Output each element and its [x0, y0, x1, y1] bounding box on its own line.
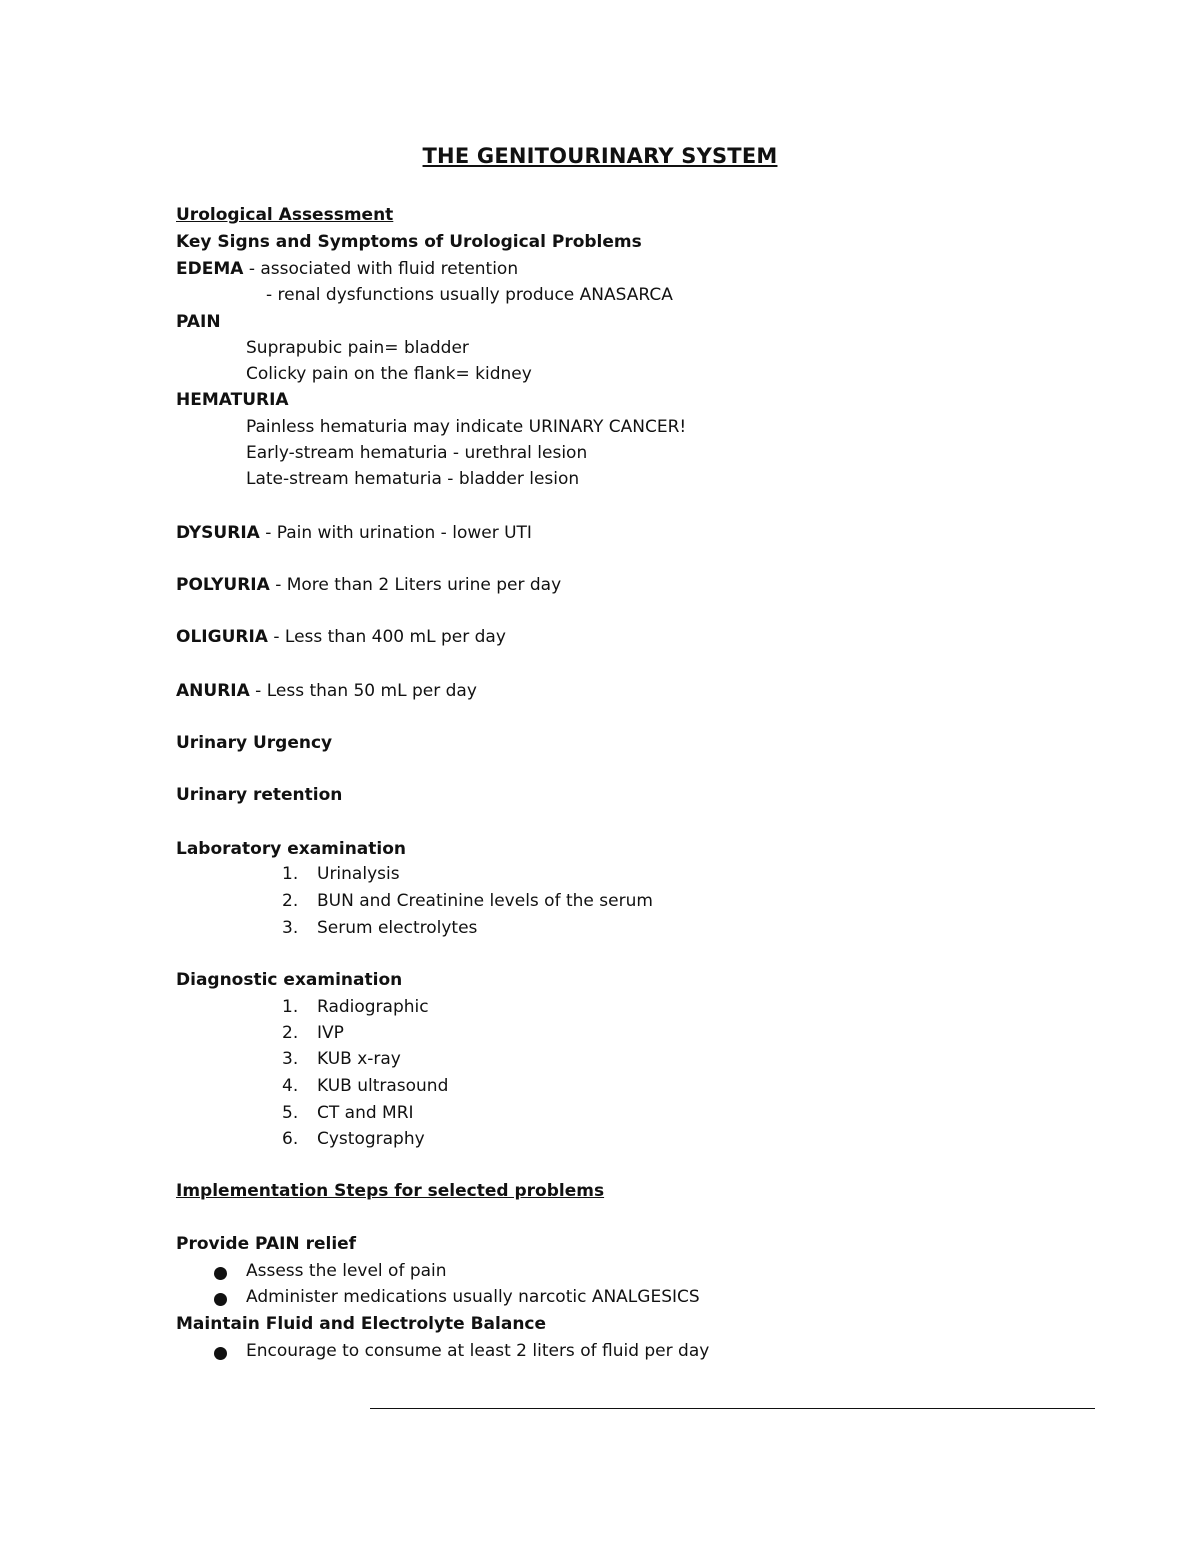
- hematuria-term: HEMATURIA: [176, 390, 289, 410]
- hematuria-item: Late-stream hematuria - bladder lesion: [246, 469, 580, 489]
- bullet-item: Administer medications usually narcotic ANALGESICS: [246, 1287, 700, 1307]
- page-title: THE GENITOURINARY SYSTEM: [422, 144, 778, 168]
- pain-item: Suprapubic pain= bladder: [246, 338, 469, 358]
- anuria-term: ANURIA: [176, 681, 250, 701]
- bullet-icon: [214, 1347, 227, 1360]
- bullet-icon: [214, 1293, 227, 1306]
- list-number: 2.: [282, 891, 299, 911]
- list-number: 1.: [282, 864, 299, 884]
- laboratory-heading: Laboratory examination: [176, 839, 407, 859]
- oliguria-term: OLIGURIA: [176, 627, 268, 647]
- polyuria-desc: - More than 2 Liters urine per day: [269, 575, 562, 595]
- dysuria-desc: - Pain with urination - lower UTI: [259, 523, 532, 543]
- list-number: 3.: [282, 1049, 299, 1069]
- bullet-icon: [214, 1267, 227, 1280]
- urinary-retention: Urinary retention: [176, 785, 343, 805]
- list-item: Cystography: [317, 1129, 425, 1149]
- dysuria-line: [176, 522, 532, 544]
- anuria-line: [176, 680, 477, 702]
- hematuria-item: Early-stream hematuria - urethral lesion: [246, 443, 588, 463]
- edema-desc: - associated with fluid retention: [243, 259, 519, 279]
- bullet-item: Assess the level of pain: [246, 1261, 447, 1281]
- list-item: BUN and Creatinine levels of the serum: [317, 891, 653, 911]
- section-heading-urological-assessment: Urological Assessment: [176, 205, 394, 225]
- polyuria-line: [176, 574, 561, 596]
- edema-term: EDEMA: [176, 259, 244, 279]
- bullet-item: Encourage to consume at least 2 liters of fluid per day: [246, 1341, 710, 1361]
- fluid-balance-heading: Maintain Fluid and Electrolyte Balance: [176, 1314, 547, 1334]
- list-item: CT and MRI: [317, 1103, 414, 1123]
- subheading-key-signs: Key Signs and Symptoms of Urological Problems: [176, 232, 642, 252]
- pain-term: PAIN: [176, 312, 221, 332]
- list-item: KUB ultrasound: [317, 1076, 449, 1096]
- list-number: 6.: [282, 1129, 299, 1149]
- list-number: 4.: [282, 1076, 299, 1096]
- oliguria-line: [176, 626, 506, 648]
- oliguria-desc: - Less than 400 mL per day: [267, 627, 506, 647]
- edema-line: [176, 258, 518, 280]
- footer-rule: [370, 1408, 1095, 1409]
- edema-subline: - renal dysfunctions usually produce ANASARCA: [266, 285, 673, 305]
- list-number: 1.: [282, 997, 299, 1017]
- diagnostic-heading: Diagnostic examination: [176, 970, 403, 990]
- implementation-heading: Implementation Steps for selected problems: [176, 1181, 605, 1201]
- list-item: IVP: [317, 1023, 344, 1043]
- list-item: Urinalysis: [317, 864, 400, 884]
- list-number: 5.: [282, 1103, 299, 1123]
- hematuria-item: Painless hematuria may indicate URINARY CANCER!: [246, 417, 687, 437]
- urinary-urgency: Urinary Urgency: [176, 733, 333, 753]
- dysuria-term: DYSURIA: [176, 523, 260, 543]
- list-number: 3.: [282, 918, 299, 938]
- anuria-desc: - Less than 50 mL per day: [249, 681, 477, 701]
- pain-relief-heading: Provide PAIN relief: [176, 1234, 357, 1254]
- list-number: 2.: [282, 1023, 299, 1043]
- pain-item: Colicky pain on the flank= kidney: [246, 364, 532, 384]
- list-item: Serum electrolytes: [317, 918, 478, 938]
- list-item: Radiographic: [317, 997, 429, 1017]
- list-item: KUB x-ray: [317, 1049, 401, 1069]
- polyuria-term: POLYURIA: [176, 575, 270, 595]
